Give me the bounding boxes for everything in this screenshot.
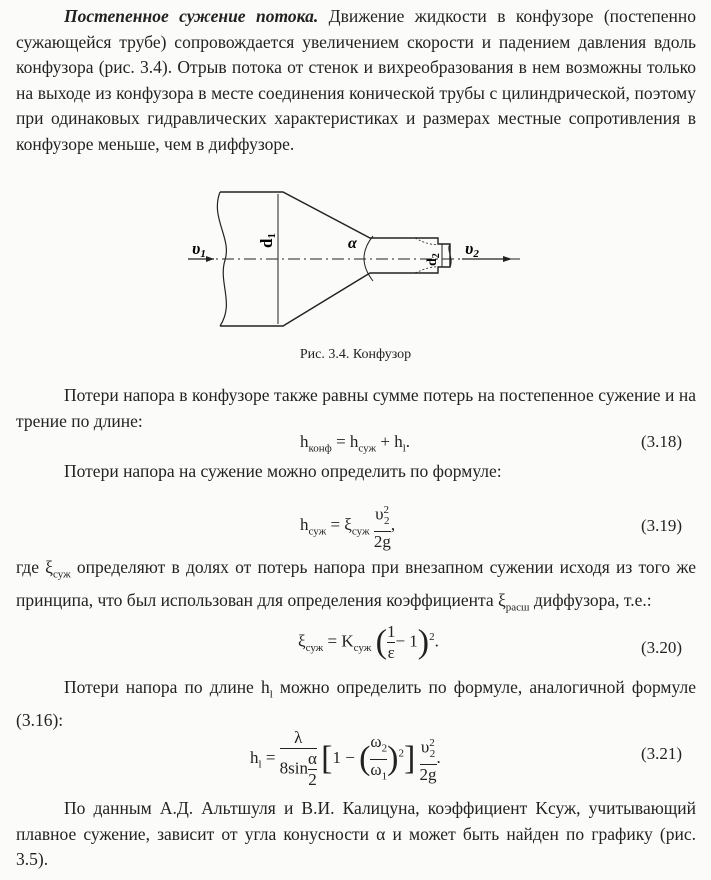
- equation-body: $h_{суж} = \xi_{суж}$ $\frac{\upsilon^2_2}{2g}$ ,: [300, 500, 395, 552]
- paragraph-contraction: Потери напора на сужение можно определить по формуле:: [64, 461, 502, 481]
- fraction-velocity: $\frac{\upsilon^2_2}{2g}$: [419, 736, 437, 785]
- equation-body: $\xi_{суж} = K_{суж}$ ( $\frac{1}{\varepsilon}$ − 1)$^2$.: [298, 622, 439, 662]
- fraction-omega: $\frac{\omega_2}{\omega_1}$: [370, 732, 387, 786]
- equation-number: (3.20): [641, 638, 683, 657]
- v1-arrowhead: [206, 256, 214, 262]
- fraction: $\frac{\upsilon^2_2}{2g}$: [373, 504, 391, 552]
- equation-number: (3.18): [641, 432, 683, 451]
- figure-caption: Рис. 3.4. Конфузор: [299, 347, 412, 362]
- fraction: $\frac{1}{\varepsilon}$: [386, 622, 396, 662]
- paragraph-altshul: По данным А.Д. Альтшуля и В.И. Калицуна, коэффициент Kсуж, учитывающий плавное сужение, зависит от угла конусности α и может быть найден по графику (рис. 3.5).: [16, 798, 696, 869]
- fraction-lambda: λ 8sin $\frac{\alpha}{2}$: [279, 728, 317, 789]
- equation-number: (3.19): [641, 516, 683, 535]
- section-lead: Постепенное сужение потока.: [64, 6, 319, 26]
- equation-body: $h_l$ = λ 8sin $\frac{\alpha}{2}$ [1 − ( $\frac{\omega_2}{\omega_1}$ )$^2$] $\frac{\upsilon^2_2}{2g}$ .: [250, 728, 441, 789]
- paragraph-friction: Потери напора по длине $h_l$ можно определить по формуле, аналогичной формуле (3.16):: [16, 677, 696, 730]
- d1-label: d1: [257, 233, 278, 248]
- alpha-label: α: [348, 235, 357, 252]
- v2-label: υ2: [465, 239, 479, 260]
- paragraph-losses: Потери напора в конфузоре также равны сумме потерь на постепенное сужение и на трение по длине:: [16, 385, 696, 431]
- paragraph-xi: где $\xi_{суж}$ определяют в долях от потерь напора при внезапном сужении исходя из того же принципа, что был использован для определения коэффициента $\xi_{расш}$ диффузора, т.е.:: [16, 557, 697, 614]
- equation-number: (3.21): [641, 744, 683, 763]
- v1-label: υ1: [192, 239, 206, 260]
- paragraph-text: Движение жидкости в конфузоре (постепенно сужающейся трубе) сопровождается увеличением скорости и падением давления вдоль конфузора (рис. 3.4). Отрыв потока от стенок и вихреобразования в нем возможны только на выходе из конфузора в месте соединения конической трубы с цилиндрической, поэтому при одинаковых гидравлических характеристиках и размерах местные сопротивления в конфузоре меньше, чем в диффузоре.: [16, 6, 696, 154]
- d2-label: $d_2$: [425, 253, 442, 266]
- v2-arrowhead: [503, 256, 512, 262]
- paragraph-konfuzor-intro: [16, 4, 696, 157]
- konfuzor-figure: [180, 178, 530, 338]
- equation-body: $h_{конф} = h_{суж} + h_l$.: [300, 432, 411, 455]
